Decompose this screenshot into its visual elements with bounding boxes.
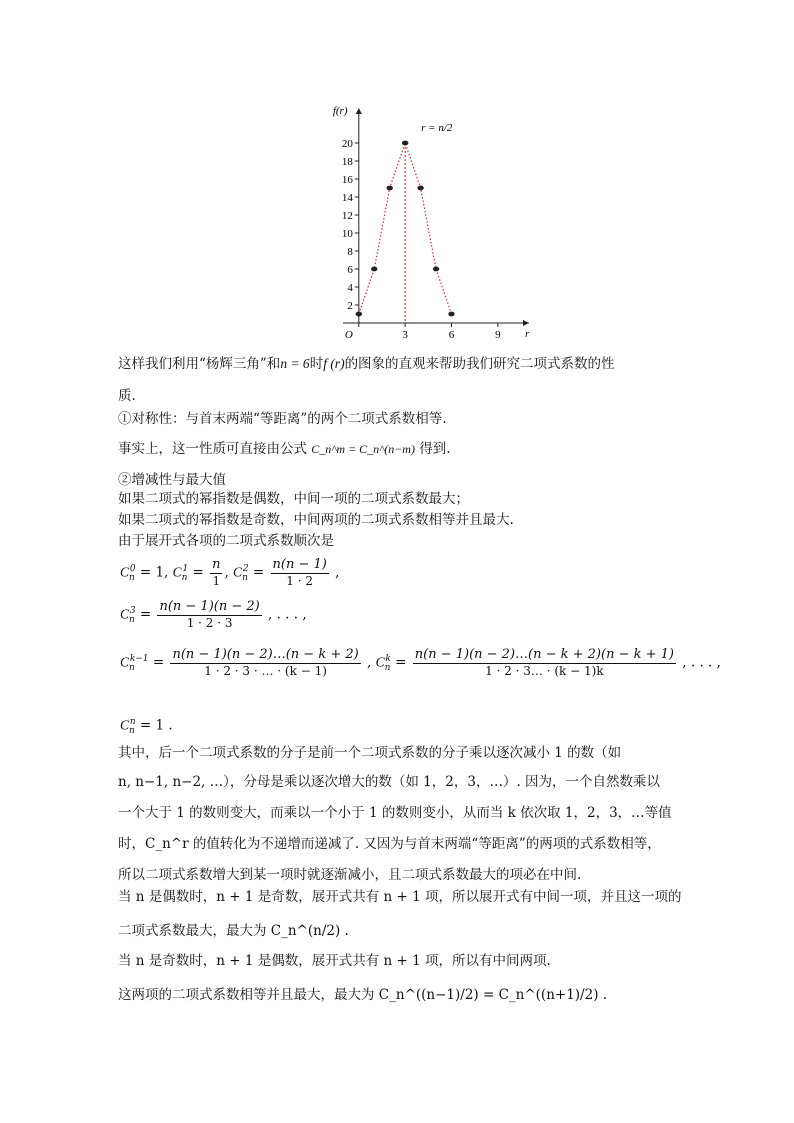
- paragraph-explain-3: 一个大于 1 的数则变大，而乘以一个小于 1 的数则变小，从而当 k 依次取 1，2，3，…等值: [118, 805, 672, 821]
- paragraph-explain-2: n, n−1, n−2, …），分母是乘以逐次增大的数（如 1，2，3，…）. 因为，一个自然数乘以: [118, 774, 661, 790]
- data-point-5: [433, 267, 439, 272]
- y-tick-label: 16: [341, 174, 353, 186]
- sequence-intro: 由于展开式各项的二项式系数顺次是: [118, 533, 334, 549]
- origin-label: O: [344, 329, 353, 338]
- y-tick-label: 8: [347, 246, 353, 258]
- y-tick-label: 12: [341, 210, 353, 222]
- symmetry-explanation: 事实上，这一性质可直接由公式 C_n^m = C_n^(n−m) 得到.: [118, 441, 451, 457]
- paragraph-explain-5: 所以二项式系数增大到某一项时就逐渐减小，且二项式系数最大的项必在中间.: [118, 867, 582, 883]
- x-tick-label: 3: [402, 329, 408, 338]
- symmetry-annotation: r = n/2: [421, 122, 453, 134]
- formula-line-3: $C_n^{k-1}$ = $\frac{n(n - 1)(n - 2)\dots(n - k + 2)}{1 \cdot 2 \cdot 3 \cdot \dots \cdot (k - 1)}$ , $C_n^k$ = $\frac{n(n - 1)(n - 2)\dots(n - k + 2)(n - k + 1)}{1 \cdot 2 \cdot 3\dots \cdot (k - 1)k}$ , . . . ,: [120, 647, 721, 678]
- symmetry-formula: C_n^m = C_n^(n−m): [311, 442, 415, 456]
- data-point-4: [417, 186, 423, 191]
- data-point-6: [448, 312, 454, 317]
- y-tick-label: 6: [347, 264, 353, 276]
- even-case-1: 当 n 是偶数时，n + 1 是奇数，展开式共有 n + 1 项，所以展开式有中间一项，并且这一项的: [118, 889, 682, 905]
- y-axis-label: f(r): [332, 105, 348, 117]
- formula-line-4: $C_n^n = 1$ .: [120, 717, 173, 737]
- y-tick-label: 4: [347, 282, 353, 294]
- x-tick-label: 6: [448, 329, 455, 338]
- even-case-2: 二项式系数最大，最大为 C_n^(n/2) .: [118, 923, 349, 939]
- y-tick-label: 2: [347, 300, 353, 312]
- even-power-rule: 如果二项式的幂指数是偶数，中间一项的二项式系数最大；: [118, 491, 469, 507]
- odd-case-2: 这两项的二项式系数相等并且最大，最大为 C_n^((n−1)/2) = C_n^((n+1)/2) .: [118, 987, 608, 1003]
- y-tick-label: 18: [341, 156, 353, 168]
- data-point-0: [356, 312, 362, 317]
- paragraph-intro: 这样我们利用“杨辉三角”和n = 6时f (r)的图象的直观来帮助我们研究二项式系数的性: [118, 356, 615, 372]
- data-point-1: [371, 267, 377, 272]
- y-tick-label: 10: [341, 228, 353, 240]
- x-tick-label: 9: [495, 329, 501, 338]
- odd-power-rule: 如果二项式的幂指数是奇数，中间两项的二项式系数相等并且最大.: [118, 512, 514, 528]
- odd-case-1: 当 n 是奇数时，n + 1 是偶数，展开式共有 n + 1 项，所以有中间两项.: [118, 953, 551, 969]
- y-tick-label: 14: [341, 192, 353, 204]
- formula-line-1: $C_n^0 = 1$, $C_n^1$ = $\frac{n}{1}$ , $C_n^2$ = $\frac{n(n - 1)}{1 \cdot 2}$ ,: [120, 557, 340, 588]
- paragraph-explain-4: 时，C_n^r 的值转化为不递增而递减了. 又因为与首末两端“等距离”的两项的式系数相等，: [118, 836, 661, 852]
- paragraph-explain-1: 其中，后一个二项式系数的分子是前一个二项式系数的分子乘以逐次减小 1 的数（如: [118, 745, 622, 761]
- binomial-coefficient-chart: [296, 98, 536, 338]
- symmetry-heading: ①对称性：与首末两端“等距离”的两个二项式系数相等.: [118, 411, 447, 427]
- x-axis-label: r: [525, 328, 530, 338]
- y-tick-label: 20: [341, 138, 353, 150]
- chart-plot-area: [333, 105, 530, 338]
- paragraph-intro-end: 质.: [118, 388, 136, 404]
- x-axis-arrow: [523, 320, 529, 326]
- monotonicity-heading: ②增减性与最大值: [118, 472, 226, 488]
- data-point-3: [402, 141, 408, 146]
- formula-line-2: $C_n^3$ = $\frac{n(n - 1)(n - 2)}{1 \cdot 2 \cdot 3}$ , . . . ,: [120, 599, 307, 630]
- data-point-2: [387, 186, 393, 191]
- y-axis-arrow: [356, 108, 362, 114]
